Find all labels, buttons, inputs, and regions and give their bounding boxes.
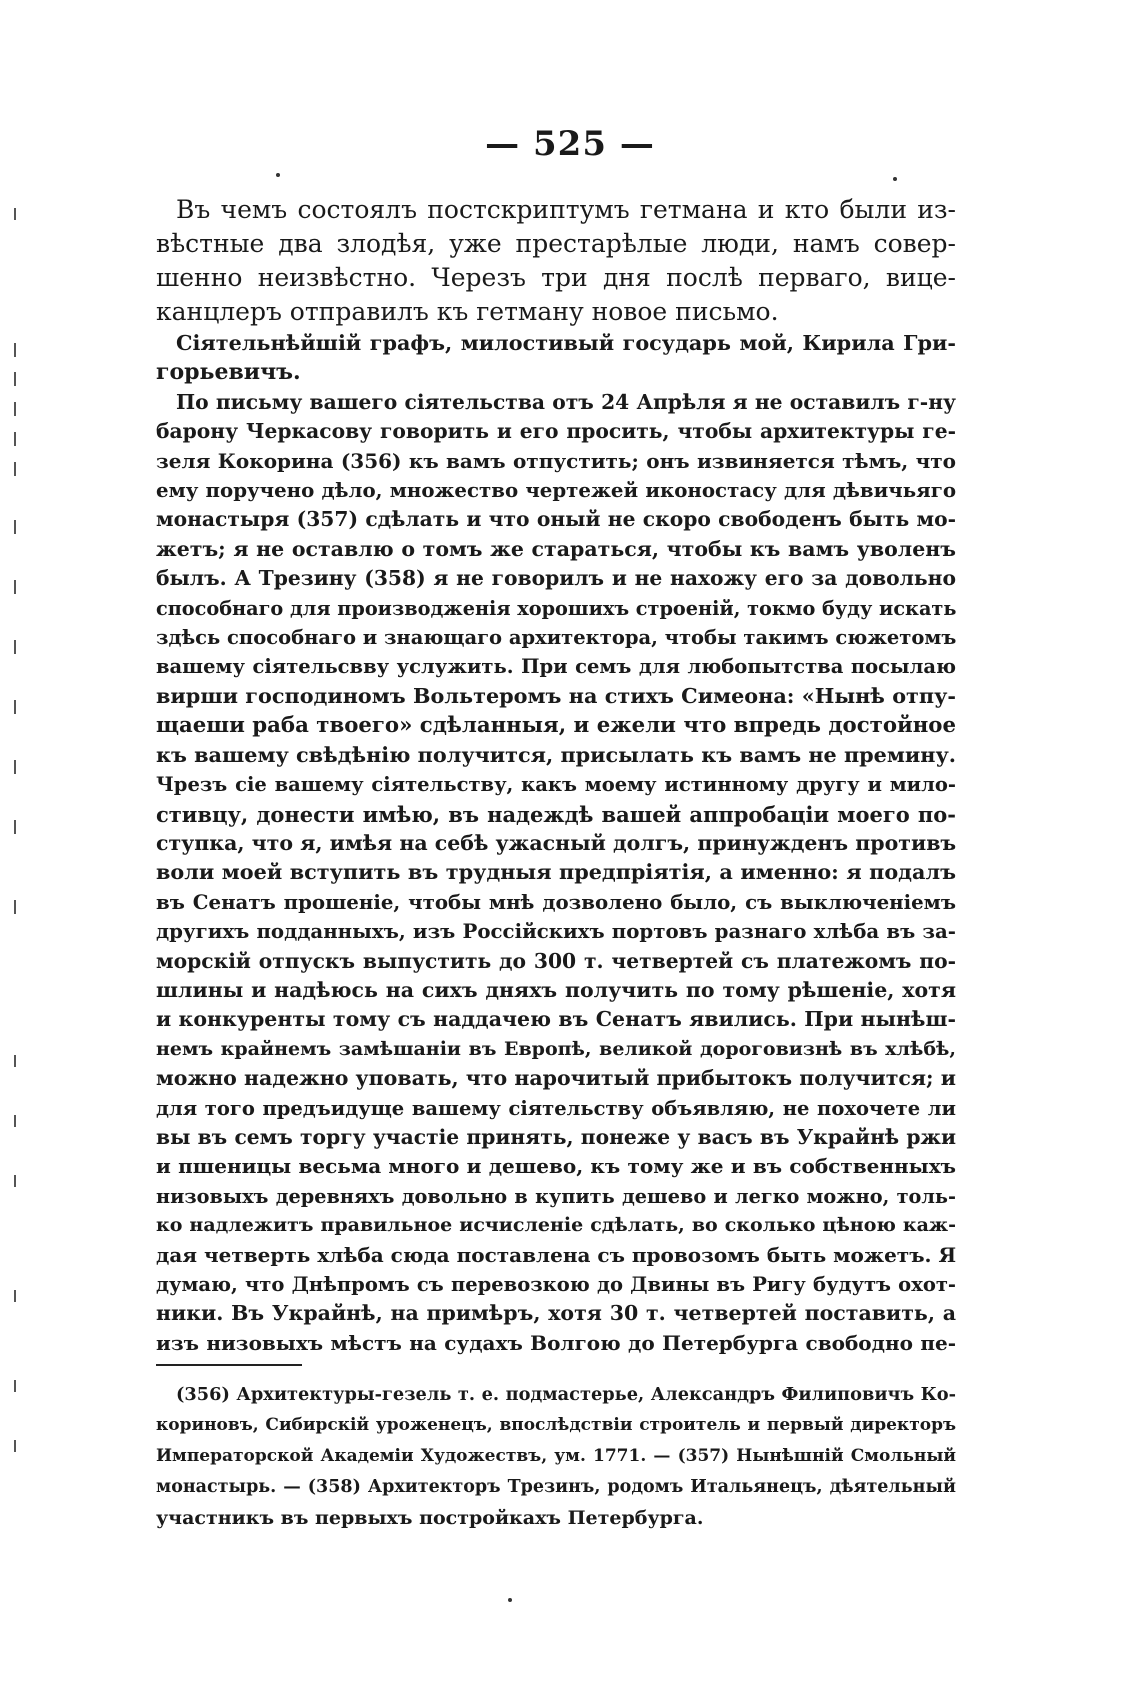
text-line: зеля Кокорина (356) къ вамъ отпустить; онъ извиняется тѣмъ, что	[156, 448, 956, 473]
text-line: изъ низовыхъ мѣстъ на судахъ Волгою до Петербурга свободно пе-	[156, 1330, 956, 1355]
text-line: стивцу, донести имѣю, въ надеждѣ вашей аппробаціи моего по-	[156, 801, 956, 827]
scan-mark	[14, 1290, 16, 1302]
text-line: вирши господиномъ Вольтеромъ на стихъ Симеона: «Нынѣ отпу-	[156, 683, 956, 708]
text-line: Чрезъ сіе вашему сіятельству, какъ моему истинному другу и мило-	[156, 773, 956, 797]
text-line: Сіятельнѣйшій графъ, милостивый государь мой, Кирила Гри-	[176, 331, 956, 355]
text-line: барону Черкасову говорить и его просить, чтобы архитектуры ге-	[156, 419, 956, 444]
text-line: морскій отпускъ выпустить до 300 т. четвертей съ платежомъ по-	[156, 948, 956, 973]
text-line: здѣсь способнаго и знающаго архитектора, чтобы такимъ сюжетомъ	[156, 626, 957, 650]
text-line: можно надежно уповать, что нарочитый прибытокъ получится; и	[156, 1066, 956, 1091]
text-line: По письму вашего сіятельства отъ 24 Апрѣля я не оставилъ г-ну	[176, 389, 956, 414]
scan-mark	[14, 1440, 16, 1452]
page-number: — 525 —	[485, 124, 655, 164]
scan-mark	[14, 640, 16, 654]
text-line: другихъ подданныхъ, изъ Россійскихъ портовъ разнаго хлѣба въ за-	[156, 919, 956, 944]
letter-body	[156, 388, 956, 1358]
text-line: горьевичъ.	[156, 359, 301, 386]
text-line: ники. Въ Украйнѣ, на примѣръ, хотя 30 т. четвертей поставить, а	[156, 1301, 956, 1326]
text-line: монастыря (357) сдѣлать и что оный не скоро свободенъ быть мо-	[156, 507, 956, 532]
text-line: способнаго для производженія хорошихъ строеній, токмо буду искать	[156, 596, 957, 620]
main-text	[156, 193, 956, 1358]
text-line: воли моей вступить въ трудныя предпріятія, а именно: я подалъ	[156, 860, 956, 885]
text-line: и конкуренты тому съ наддачею въ Сенатъ явились. При нынѣш-	[156, 1007, 956, 1032]
footnote-line: кориновъ, Сибирскій уроженецъ, впослѣдствіи строитель и первый директоръ	[156, 1415, 956, 1435]
intro-paragraph	[156, 193, 956, 329]
text-line: дая четверть хлѣба сюда поставлена съ провозомъ быть можетъ. Я	[156, 1242, 957, 1267]
footnote-line: участникъ въ первыхъ постройкахъ Петербурга.	[156, 1507, 704, 1529]
text-line: Въ чемъ состоялъ постскриптумъ гетмана и кто были из-	[176, 195, 956, 224]
text-line: думаю, что Днѣпромъ съ перевозкою до Двины въ Ригу будутъ охот-	[156, 1273, 956, 1296]
text-line: былъ. А Трезину (358) я не говорилъ и не нахожу его за довольно	[156, 566, 956, 591]
scan-dot	[276, 173, 280, 177]
scan-mark	[14, 820, 16, 834]
scan-mark	[14, 1380, 16, 1392]
scan-mark	[14, 520, 16, 534]
text-line: для того предъидуще вашему сіятельству объявляю, не похочете ли	[156, 1096, 956, 1120]
text-line: вашему сіятельсвву услужить. При семъ для любопытства посылаю	[156, 655, 956, 679]
footnotes	[156, 1379, 956, 1534]
text-line: канцлеръ отправилъ къ гетману новое письмо.	[156, 297, 779, 326]
scan-mark	[14, 1175, 16, 1187]
scan-mark	[14, 1115, 16, 1127]
scan-mark	[14, 432, 16, 446]
text-line: шенно неизвѣстно. Черезъ три дня послѣ перваго, вице-	[156, 263, 956, 292]
text-line: вы въ семъ торгу участіе принять, понеже у васъ въ Украйнѣ ржи	[156, 1124, 956, 1149]
footnote-separator	[156, 1364, 302, 1366]
letter-salutation	[156, 329, 956, 388]
scan-mark	[14, 1055, 16, 1067]
text-line: ему поручено дѣло, множество чертежей иконостасу для дѣвичьяго	[156, 478, 956, 503]
text-line: и пшеницы весьма много и дешево, къ тому же и въ собственныхъ	[156, 1154, 956, 1179]
text-line: ко надлежитъ правильное исчисленіе сдѣлать, во сколько цѣною каж-	[156, 1214, 956, 1237]
text-line: низовыхъ деревняхъ довольно в купить дешево и легко можно, толь-	[156, 1184, 956, 1208]
scan-mark	[14, 462, 16, 476]
scan-dot	[508, 1598, 512, 1602]
text-line: щаеши раба твоего» сдѣланныя, и ежели что впредь достойное	[156, 713, 956, 739]
text-line: вѣстные два злодѣя, уже престарѣлые люди, намъ совер-	[156, 229, 956, 258]
text-line: шлины и надѣюсь на сихъ дняхъ получить по тому рѣшеніе, хотя	[156, 977, 956, 1002]
scan-mark	[14, 760, 16, 774]
scan-dot	[893, 177, 897, 181]
scan-mark	[14, 900, 16, 914]
scan-mark	[14, 402, 16, 416]
footnote-line: монастырь. — (358) Архитекторъ Трезинъ, родомъ Итальянецъ, дѣятельный	[156, 1477, 956, 1497]
text-line: немъ крайнемъ замѣшаніи въ Европѣ, великой дороговизнѣ въ хлѣбѣ,	[156, 1037, 956, 1060]
text-line: жетъ; я не оставлю о томъ же стараться, чтобы къ вамъ уволенъ	[156, 536, 956, 561]
scan-mark	[14, 372, 16, 386]
text-line: ступка, что я, имѣя на себѣ ужасный долгъ, принужденъ противъ	[156, 830, 957, 855]
scan-mark	[14, 343, 16, 357]
text-line: къ вашему свѣдѣнію получится, присылать къ вамъ не премину.	[156, 742, 956, 767]
scan-mark	[14, 208, 16, 220]
scan-mark	[14, 580, 16, 594]
footnote-line: Императорской Академіи Художествъ, ум. 1771. — (357) Нынѣшній Смольный	[156, 1446, 956, 1466]
scan-mark	[14, 700, 16, 714]
text-line: въ Сенатъ прошеніе, чтобы мнѣ дозволено было, съ выключеніемъ	[156, 889, 956, 914]
footnote-line: (356) Архитектуры-гезель т. е. подмастерье, Александръ Филиповичъ Ко-	[176, 1384, 956, 1405]
